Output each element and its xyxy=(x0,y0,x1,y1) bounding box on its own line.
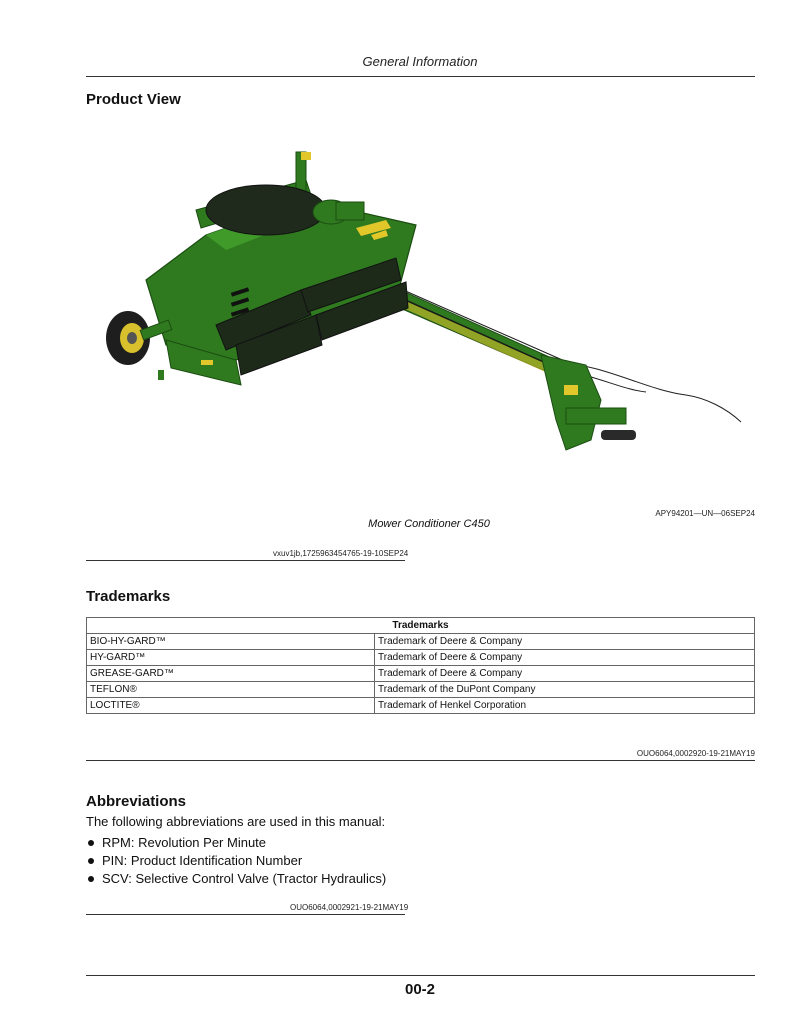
table-row xyxy=(87,682,755,698)
trademark-owner: Trademark of Henkel Corporation xyxy=(375,698,755,714)
abbreviations-divider xyxy=(86,914,405,915)
trademark-name: GREASE-GARD™ xyxy=(87,666,375,682)
trademark-owner: Trademark of Deere & Company xyxy=(375,650,755,666)
abbreviations-ref-code: OUO6064,0002921-19-21MAY19 xyxy=(290,903,409,912)
trademarks-ref-code: OUO6064,0002920-19-21MAY19 xyxy=(636,749,755,758)
product-view-ref-code: vxuv1jb,1725963454765-19-10SEP24 xyxy=(273,549,409,558)
mower-conditioner-illustration xyxy=(86,140,756,510)
abbreviation-text: RPM: Revolution Per Minute xyxy=(102,835,267,850)
abbreviation-text: SCV: Selective Control Valve (Tractor Hydraulics) xyxy=(102,871,387,886)
figure-id: APY94201—UN—06SEP24 xyxy=(655,509,755,518)
figure-caption: Mower Conditioner C450 xyxy=(368,518,490,530)
trademark-name: HY-GARD™ xyxy=(87,650,375,666)
trademark-owner: Trademark of Deere & Company xyxy=(375,666,755,682)
header-divider xyxy=(86,76,755,77)
trademark-owner: Trademark of Deere & Company xyxy=(375,634,755,650)
trademark-name: LOCTITE® xyxy=(87,698,375,714)
table-row xyxy=(87,666,755,682)
table-header-row xyxy=(87,618,755,634)
abbreviations-intro: The following abbreviations are used in this manual: xyxy=(86,814,386,829)
abbreviations-list xyxy=(86,834,386,888)
product-view-divider xyxy=(86,560,405,561)
page-number: 00-2 xyxy=(404,981,436,998)
trademark-name: BIO-HY-GARD™ xyxy=(87,634,375,650)
trademark-owner: Trademark of the DuPont Company xyxy=(375,682,755,698)
trademark-name: TEFLON® xyxy=(87,682,375,698)
running-header: General Information xyxy=(362,54,478,69)
product-view-heading: Product View xyxy=(86,91,181,108)
footer-divider xyxy=(86,975,755,976)
table-row xyxy=(87,650,755,666)
bullet-icon xyxy=(88,876,94,882)
trademarks-table xyxy=(86,617,755,714)
trademarks-divider xyxy=(86,760,755,761)
list-item xyxy=(86,852,386,870)
abbreviation-text: PIN: Product Identification Number xyxy=(102,853,303,868)
table-row xyxy=(87,698,755,714)
bullet-icon xyxy=(88,858,94,864)
list-item xyxy=(86,870,386,888)
trademarks-heading: Trademarks xyxy=(86,588,171,605)
table-header: Trademarks xyxy=(87,618,755,634)
abbreviations-heading: Abbreviations xyxy=(86,793,187,810)
bullet-icon xyxy=(88,840,94,846)
table-row xyxy=(87,634,755,650)
list-item xyxy=(86,834,386,852)
